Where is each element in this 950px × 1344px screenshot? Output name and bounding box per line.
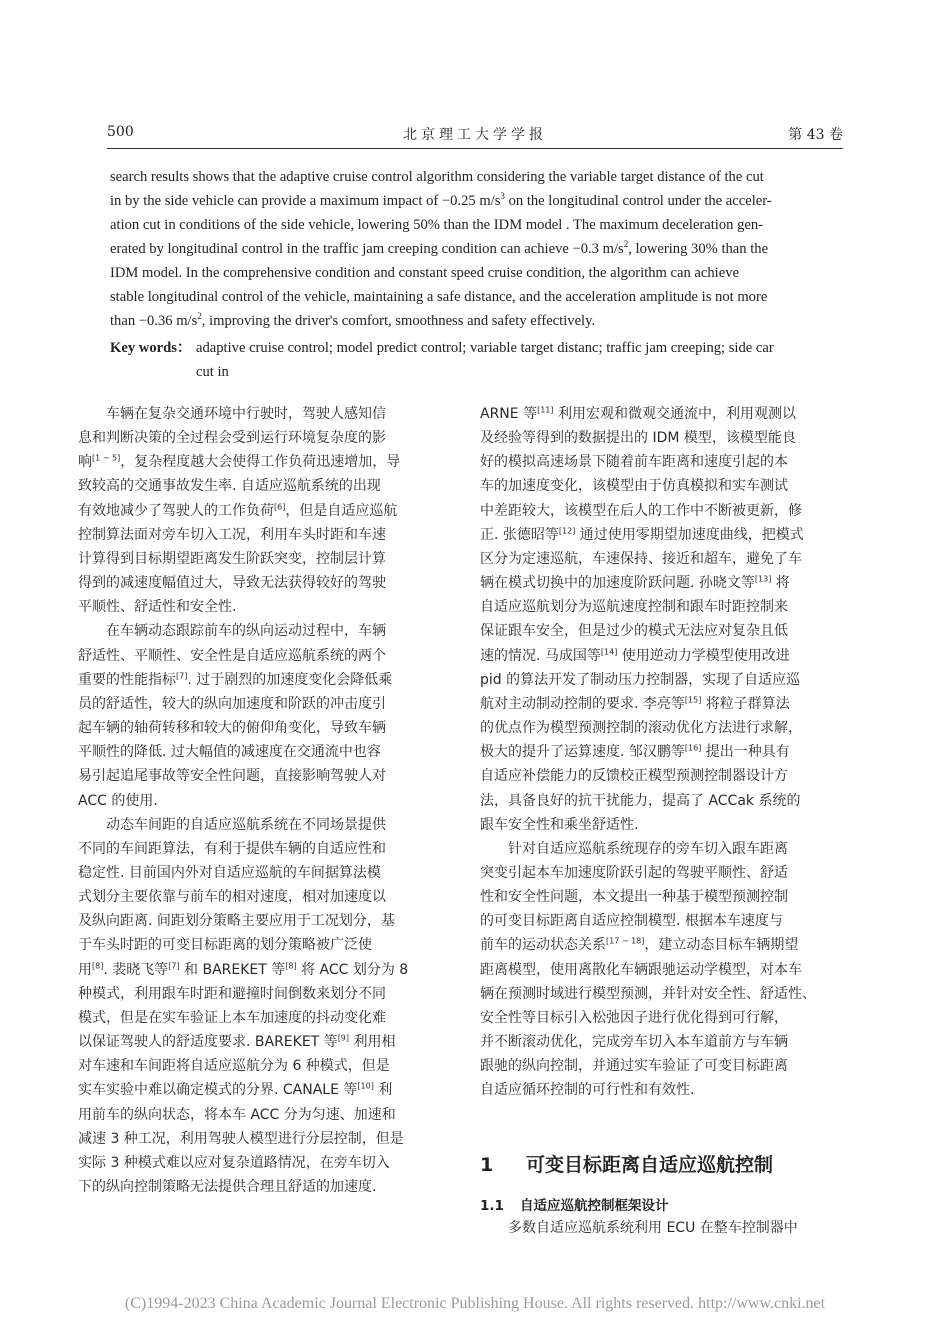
text-span: 使用逆动力学模型使用改进 [617, 647, 790, 664]
text-span: 性和安全性问题，本文提出一种基于模型预测控制 [480, 889, 788, 906]
text-span: ation cut in conditions of the side vehicle, lowering 50% than the IDM model . The maximum deceleration gen- [110, 217, 764, 233]
text-line [480, 909, 844, 933]
text-span: 将 [771, 575, 790, 592]
text-span: 将粒子群算法 [701, 695, 790, 712]
citation-ref: [14] [600, 646, 618, 656]
text-span: 突变引起本车加速度阶跃引起的驾驶平顺性、舒适 [480, 864, 788, 881]
text-line [78, 499, 442, 523]
citation-ref: [1 − 5] [92, 453, 121, 463]
keywords-line: cut in [196, 364, 229, 380]
text-span: 种模式，利用跟车时距和避撞时间倒数来划分不同 [78, 985, 386, 1002]
text-span: 辆在预测时域进行模型预测，并针对安全性、舒适性、 [480, 985, 816, 1002]
text-span: 通过使用零期望加速度曲线，把模式 [575, 526, 804, 543]
text-line [480, 571, 844, 595]
text-line [78, 933, 442, 957]
citation-ref: [15] [684, 695, 702, 705]
text-span: 于车头时距的可变目标距离的划分策略被广泛使 [78, 937, 372, 954]
citation-ref: [9] [337, 1033, 350, 1043]
text-span: 平顺性、舒适性和安全性. [78, 599, 237, 616]
subsection-heading [480, 1194, 669, 1214]
citation-ref: 2 [623, 239, 629, 250]
citation-ref: [7] [168, 960, 180, 970]
text-line [78, 668, 442, 692]
text-span: 实车实验中难以确定模式的分界. CANALE 等 [78, 1082, 358, 1099]
text-line [78, 619, 442, 643]
text-line [78, 644, 442, 668]
english-abstract [110, 165, 814, 333]
text-line [480, 789, 844, 813]
text-line [480, 499, 844, 523]
text-span: 得到的减速度幅值过大，导致无法获得较好的驾驶 [78, 575, 386, 592]
text-line [110, 165, 814, 189]
text-line [480, 764, 844, 788]
page-number: 500 [107, 124, 134, 140]
text-line [480, 547, 844, 571]
text-line [78, 1030, 442, 1054]
text-span: 前车的运动状态关系 [480, 937, 606, 954]
text-span: 利用宏观和微观交通流中，利用观测以 [553, 406, 796, 422]
text-span: 员的舒适性，较大的纵向加速度和阶跃的冲击度引 [78, 695, 386, 712]
text-span: ARNE 等 [480, 406, 538, 422]
text-line [78, 813, 442, 837]
text-line [78, 1151, 442, 1175]
text-span: , lowering 30% than the [628, 241, 769, 257]
text-span: 计算得到目标期望距离发生阶跃突变，控制层计算 [78, 550, 386, 567]
text-span: IDM model. In the comprehensive condition and constant speed cruise condition, the algorithm can achieve [110, 265, 739, 281]
text-span: search results shows that the adaptive cruise control algorithm considering the variable target distance of the cut [110, 169, 764, 185]
citation-ref: [13] [754, 574, 772, 584]
text-line [110, 309, 814, 333]
text-line [480, 595, 844, 619]
text-line [78, 982, 442, 1006]
body-column-right [480, 402, 844, 1103]
body-text-line: 多数自适应巡航系统利用 ECU 在整车控制器中 [508, 1220, 798, 1236]
text-span: 利 [373, 1082, 393, 1099]
text-span: 减速 3 种工况，利用驾驶人模型进行分层控制，但是 [78, 1130, 404, 1147]
text-line [480, 740, 844, 764]
text-span: 对车速和车间距将自适应巡航分为 6 种模式，但是 [78, 1058, 390, 1075]
text-span: ，建立动态目标车辆期望 [644, 937, 799, 954]
text-line [480, 1030, 844, 1054]
text-span: 保证跟车安全，但是过少的模式无法应对复杂且低 [480, 623, 788, 640]
copyright-footer: (C)1994-2023 China Academic Journal Electronic Publishing House. All rights reserved. http://www.cnki.net [124, 1295, 826, 1312]
citation-ref: [7] [176, 671, 188, 681]
text-line [110, 213, 814, 237]
text-line [110, 189, 814, 213]
text-line [78, 547, 442, 571]
keywords-label: Key words： [110, 340, 192, 356]
keywords-text [196, 336, 821, 384]
text-line [480, 402, 844, 426]
text-span: 安全性等目标引入松弛因子进行优化得到可行解， [480, 1009, 788, 1026]
text-span: in by the side vehicle can provide a maximum impact of −0.25 m/s [110, 193, 501, 209]
text-span: 不同的车间距算法，有利于提供车辆的自适应性和 [78, 840, 386, 857]
text-line [78, 595, 442, 619]
text-line [78, 861, 442, 885]
text-line [480, 450, 844, 474]
text-line [78, 958, 442, 982]
text-line [480, 644, 844, 668]
text-span: than −0.36 m/s [110, 313, 198, 329]
text-span: 距离模型，使用离散化车辆跟驰运动学模型，对本车 [480, 961, 802, 978]
section-title: 可变目标距离自适应巡航控制 [526, 1154, 774, 1176]
volume-label: 第 43 卷 [788, 127, 843, 143]
text-line [480, 958, 844, 982]
text-line [78, 885, 442, 909]
text-line [110, 237, 814, 261]
text-span: 和 BAREKET 等 [179, 961, 286, 978]
text-span: ，复杂程度越大会使得工作负荷迅速增加，导 [120, 454, 401, 471]
body-column-left [78, 402, 442, 1199]
text-span: 及纵向距离. 间距划分策略主要应用于工况划分，基 [78, 913, 395, 930]
text-span: 针对自适应巡航系统现存的旁车切入跟车距离 [508, 840, 788, 857]
text-span: 自适应补偿能力的反馈校正模型预测控制器设计方 [480, 768, 788, 785]
text-line [78, 1054, 442, 1078]
text-line [78, 1078, 442, 1102]
text-span: 用 [78, 961, 92, 978]
text-line [78, 402, 442, 426]
text-line [480, 885, 844, 909]
text-span: . 过于剧烈的加速度变化会降低乘 [187, 671, 393, 688]
text-span: 及经验等得到的数据提出的 IDM 模型，该模型能良 [480, 430, 796, 447]
text-span: 中差距较大，该模型在后人的工作中不断被更新，修 [480, 502, 802, 519]
section-number: 1 [480, 1154, 494, 1176]
text-line [480, 523, 844, 547]
text-line [78, 1006, 442, 1030]
text-span: 航对主动制动控制的要求. 李亮等 [480, 695, 685, 712]
text-span: 自适应巡航划分为巡航速度控制和跟车时距控制来 [480, 599, 788, 616]
text-span: 好的模拟高速场景下随着前车距离和速度引起的本 [480, 454, 788, 471]
text-line [78, 716, 442, 740]
text-span: 区分为定速巡航，车速保持、接近和超车，避免了车 [480, 550, 802, 567]
citation-ref: 3 [500, 191, 505, 202]
text-line [110, 285, 814, 309]
text-span: 平顺性的降低. 过大幅值的减速度在交通流中也容 [78, 744, 381, 761]
text-span: 式划分主要依靠与前车的相对速度，相对加速度以 [78, 889, 386, 906]
text-line [480, 426, 844, 450]
journal-title: 北京理工大学学报 [403, 127, 547, 143]
text-line [78, 474, 442, 498]
text-span: 起车辆的轴荷转移和较大的俯仰角变化，导致车辆 [78, 720, 386, 737]
text-line [78, 1103, 442, 1127]
text-span: 响 [78, 454, 92, 471]
text-span: 跟驰的纵向控制，并通过实车验证了可变目标距离 [480, 1058, 788, 1075]
text-line [480, 619, 844, 643]
text-span: on the longitudinal control under the acceler- [504, 193, 772, 209]
text-span: ，但是自适应巡航 [285, 502, 398, 519]
text-line [480, 668, 844, 692]
text-line [78, 523, 442, 547]
text-span: 有效地减少了驾驶人的工作负荷 [78, 502, 274, 519]
text-line [480, 1078, 844, 1102]
text-span: 模式，但是在实车验证上本车加速度的抖动变化难 [78, 1009, 386, 1026]
text-line [78, 571, 442, 595]
text-line [78, 909, 442, 933]
text-span: 控制算法面对旁车切入工况，利用车头时距和车速 [78, 526, 386, 543]
text-span: 利用相 [349, 1034, 396, 1051]
text-span: 速的情况. 马成国等 [480, 647, 601, 664]
citation-ref: [17 − 18] [606, 936, 645, 946]
text-line [480, 1054, 844, 1078]
text-line [480, 813, 844, 837]
citation-ref: [6] [274, 501, 286, 511]
text-line [78, 1127, 442, 1151]
text-span: 实际 3 种模式难以应对复杂道路情况，在旁车切入 [78, 1154, 390, 1171]
text-span: 辆在模式切换中的加速度阶跃问题. 孙晓文等 [480, 575, 755, 592]
citation-ref: [8] [92, 960, 104, 970]
citation-ref: [10] [357, 1081, 374, 1091]
text-span: 下的纵向控制策略无法提供合理且舒适的加速度. [78, 1179, 377, 1195]
citation-ref: [16] [684, 743, 702, 753]
text-span: 动态车间距的自适应巡航系统在不同场景提供 [106, 816, 386, 833]
text-line [480, 837, 844, 861]
text-line [78, 837, 442, 861]
text-span: 的优点作为模型预测控制的滚动优化方法进行求解， [480, 720, 802, 737]
citation-ref: [12] [558, 526, 576, 536]
keywords-line: adaptive cruise control; model predict control; variable target distanc; traffic jam creeping; side car [196, 340, 774, 356]
subsection-number: 1.1 [480, 1198, 504, 1214]
text-span: , improving the driver's comfort, smoothness and safety effectively. [201, 313, 596, 329]
text-line [480, 692, 844, 716]
running-header [107, 122, 843, 149]
text-span: 车辆在复杂交通环境中行驶时，驾驶人感知信 [106, 406, 386, 422]
text-line [480, 861, 844, 885]
text-span: 在车辆动态跟踪前车的纵向运动过程中，车辆 [106, 623, 386, 640]
text-span: stable longitudinal control of the vehicle, maintaining a safe distance, and the acceleration amplitude is not more [110, 289, 768, 305]
text-span: 将 ACC 划分为 8 [296, 961, 409, 978]
text-line [480, 474, 844, 498]
text-span: 以保证驾驶人的舒适度要求. BAREKET 等 [78, 1034, 338, 1051]
text-span: 易引起追尾事故等安全性问题，直接影响驾驶人对 [78, 768, 386, 785]
text-span: ACC 的使用. [78, 792, 158, 809]
text-span: 稳定性. 目前国内外对自适应巡航的车间据算法模 [78, 864, 381, 881]
subsection-title: 自适应巡航控制框架设计 [520, 1198, 669, 1214]
text-span: 的可变目标距离自适应控制模型. 根据本车速度与 [480, 913, 783, 930]
citation-ref: [8] [285, 960, 297, 970]
text-line [78, 692, 442, 716]
text-span: 致较高的交通事故发生率. 自适应巡航系统的出现 [78, 478, 381, 495]
text-span: 车的加速度变化，该模型由于仿真模拟和实车测试 [480, 478, 788, 495]
text-line [78, 450, 442, 474]
citation-ref: [11] [537, 405, 554, 415]
text-span: 法，具备良好的抗干扰能力，提高了 ACCak 系统的 [480, 792, 801, 809]
text-line [480, 716, 844, 740]
text-span: 跟车安全性和乘坐舒适性. [480, 816, 639, 833]
text-line [78, 764, 442, 788]
text-span: 并不断滚动优化，完成旁车切入本车道前方与车辆 [480, 1034, 788, 1051]
text-line [110, 261, 814, 285]
text-span: erated by longitudinal control in the traffic jam creeping condition can achieve −0.3 m/s [110, 241, 624, 257]
text-span: 极大的提升了运算速度. 邹汉鹏等 [480, 744, 685, 761]
text-span: 重要的性能指标 [78, 671, 176, 688]
text-line [78, 789, 442, 813]
text-line [78, 426, 442, 450]
text-span: 自适应循环控制的可行性和有效性. [480, 1082, 695, 1099]
text-span: 正. 张德昭等 [480, 526, 559, 543]
text-line [480, 982, 844, 1006]
text-span: 息和判断决策的全过程会受到运行环境复杂度的影 [78, 430, 386, 447]
text-line [480, 933, 844, 957]
section-heading [480, 1150, 773, 1177]
text-span: 舒适性、平顺性、安全性是自适应巡航系统的两个 [78, 647, 386, 664]
text-line [480, 1006, 844, 1030]
text-line [78, 740, 442, 764]
text-span: 用前车的纵向状态，将本车 ACC 分为匀速、加速和 [78, 1106, 396, 1123]
text-span: 提出一种具有 [701, 744, 790, 761]
text-span: pid 的算法开发了制动压力控制器，实现了自适应巡 [480, 671, 801, 688]
citation-ref: 2 [197, 311, 202, 322]
text-line [78, 1175, 442, 1199]
text-span: . 裴晓飞等 [103, 961, 169, 978]
